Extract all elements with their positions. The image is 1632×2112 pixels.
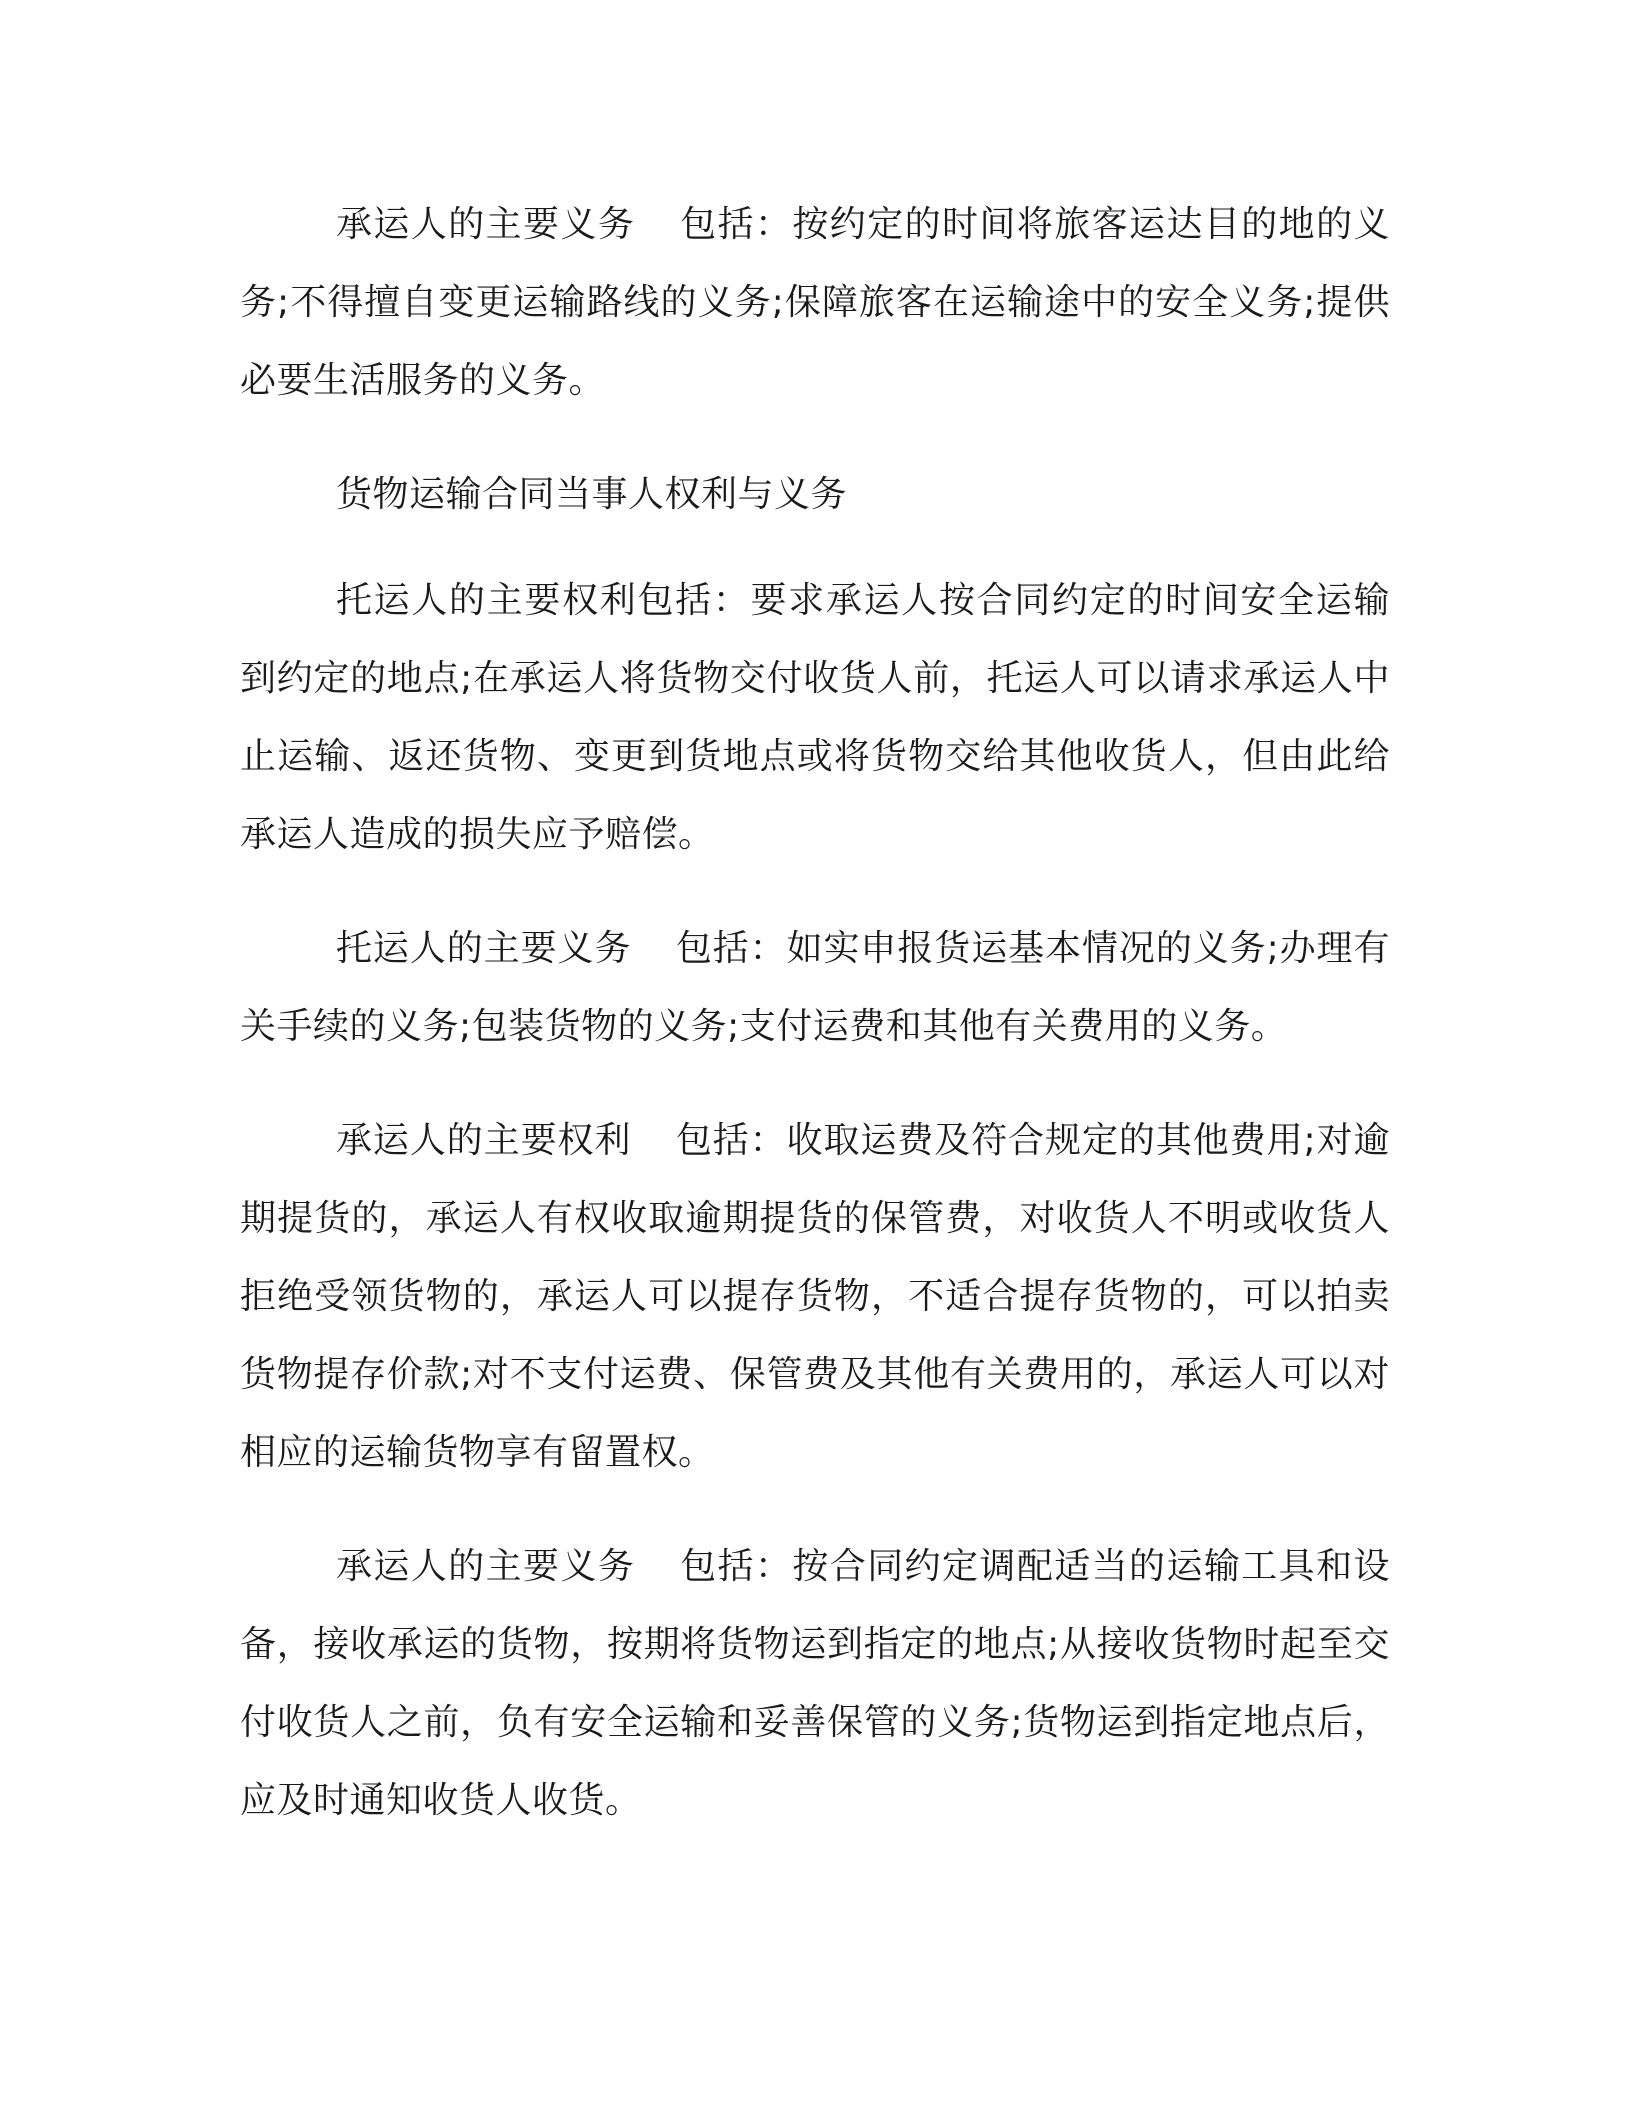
paragraph-lead: 承运人的主要义务	[336, 1546, 636, 1587]
paragraph-text: 托运人的主要权利包括：要求承运人按合同约定的时间安全运输到约定的地点;在承运人将货物交付收货人前，托运人可以请求承运人中止运输、返还货物、变更到货地点或将货物交给其他收货人，但由此给承运人造成的损失应予赔偿。	[240, 580, 1390, 855]
paragraph-carrier-rights	[240, 1102, 1390, 1492]
paragraph-body: 包括：按合同约定调配适当的运输工具和设备，接收承运的货物，按期将货物运到指定的地点;从接收货物时起至交付收货人之前，负有安全运输和妥善保管的义务;货物运到指定地点后，应及时通知收货人收货。	[240, 1546, 1390, 1821]
paragraph-carrier-passenger-obligations	[240, 186, 1390, 420]
document-page	[240, 186, 1390, 1876]
paragraph-carrier-cargo-obligations	[240, 1528, 1390, 1840]
section-heading-text: 货物运输合同当事人权利与义务	[336, 474, 848, 515]
paragraph-lead: 承运人的主要权利	[336, 1120, 632, 1161]
paragraph-shipper-obligations	[240, 910, 1390, 1066]
paragraph-lead: 承运人的主要义务	[336, 204, 636, 245]
paragraph-body: 包括：收取运费及符合规定的其他费用;对逾期提货的，承运人有权收取逾期提货的保管费，对收货人不明或收货人拒绝受领货物的，承运人可以提存货物，不适合提存货物的，可以拍卖货物提存价款;对不支付运费、保管费及其他有关费用的，承运人可以对相应的运输货物享有留置权。	[240, 1120, 1390, 1473]
paragraph-body: 包括：如实申报货运基本情况的义务;办理有关手续的义务;包装货物的义务;支付运费和其他有关费用的义务。	[240, 928, 1390, 1047]
paragraph-shipper-rights	[240, 562, 1390, 874]
paragraph-lead: 托运人的主要义务	[336, 928, 632, 969]
section-heading	[240, 456, 1390, 534]
paragraph-body: 包括：按约定的时间将旅客运达目的地的义务;不得擅自变更运输路线的义务;保障旅客在运输途中的安全义务;提供必要生活服务的义务。	[240, 204, 1390, 401]
